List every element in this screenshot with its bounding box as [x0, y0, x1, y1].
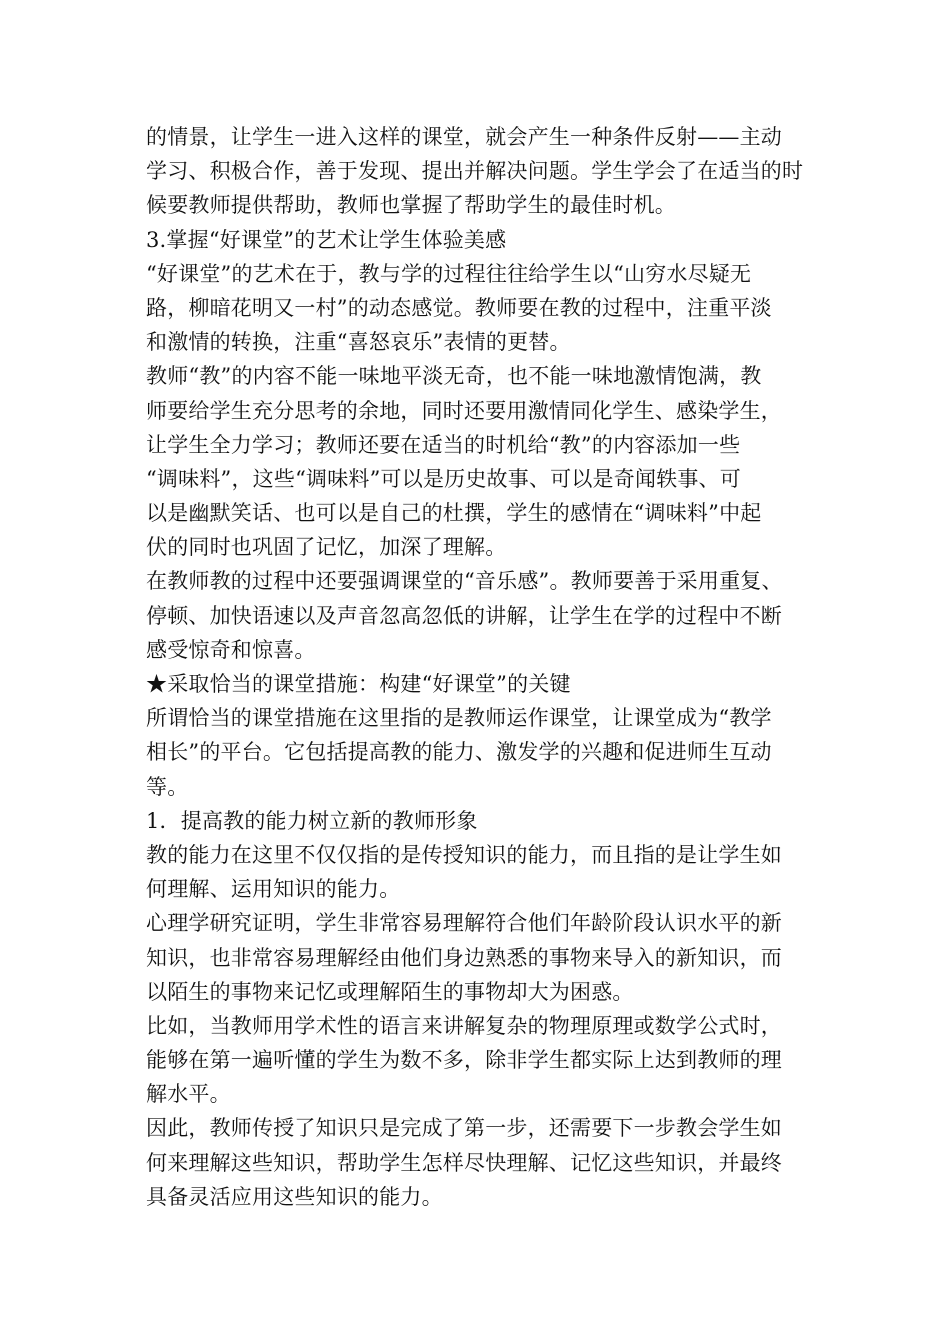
text-line: 等。 [146, 774, 189, 799]
text-line: 的情景，让学生一进入这样的课堂，就会产生一种条件反射——主动 [146, 125, 782, 149]
text-line: “调味料”，这些“调味料”可以是历史故事、可以是奇闻轶事、可 [146, 466, 741, 491]
text-line: 和激情的转换，注重“喜怒哀乐”表情的更替。 [146, 330, 571, 355]
text-line: 路，柳暗花明又一村”的动态感觉。教师要在教的过程中，注重平淡 [146, 295, 772, 320]
section-heading: 1．提高教的能力树立新的教师形象 [146, 808, 478, 833]
text-line: 停顿、加快语速以及声音忽高忽低的讲解，让学生在学的过程中不断 [146, 603, 782, 628]
text-line: 在教师教的过程中还要强调课堂的“音乐感”。教师要善于采用重复、 [146, 569, 783, 594]
text-line: 具备灵活应用这些知识的能力。 [146, 1184, 443, 1209]
text-line: 学习、积极合作，善于发现、提出并解决问题。学生学会了在适当的时 [146, 159, 804, 184]
text-line: 解水平。 [146, 1082, 231, 1107]
text-line: 以陌生的事物来记忆或理解陌生的事物却大为困惑。 [146, 979, 634, 1004]
text-line: 比如，当教师用学术性的语言来讲解复杂的物理原理或数学公式时， [146, 1013, 782, 1038]
text-line: 候要教师提供帮助，教师也掌握了帮助学生的最佳时机。 [146, 193, 676, 218]
text-line: 相长”的平台。它包括提高教的能力、激发学的兴趣和促进师生互动 [146, 740, 772, 765]
text-line: 心理学研究证明，学生非常容易理解符合他们年龄阶段认识水平的新 [146, 911, 782, 936]
text-line: 知识，也非常容易理解经由他们身边熟悉的事物来导入的新知识，而 [146, 945, 782, 970]
text-line: 伏的同时也巩固了记忆，加深了理解。 [146, 535, 507, 560]
text-line: 教的能力在这里不仅仅指的是传授知识的能力，而且指的是让学生如 [146, 842, 782, 867]
text-line: 因此，教师传授了知识只是完成了第一步，还需要下一步教会学生如 [146, 1116, 782, 1141]
text-line: 让学生全力学习；教师还要在适当的时机给“教”的内容添加一些 [146, 432, 741, 457]
text-line: 所谓恰当的课堂措施在这里指的是教师运作课堂，让课堂成为“教学 [146, 706, 772, 731]
text-line: 何理解、运用知识的能力。 [146, 877, 401, 902]
text-line: 能够在第一遍听懂的学生为数不多，除非学生都实际上达到教师的理 [146, 1048, 782, 1073]
section-heading: ★采取恰当的课堂措施：构建“好课堂”的关键 [146, 672, 571, 696]
text-line: 何来理解这些知识，帮助学生怎样尽快理解、记忆这些知识，并最终 [146, 1150, 782, 1175]
text-line: “好课堂”的艺术在于，教与学的过程往往给学生以“山穷水尽疑无 [146, 261, 752, 286]
text-line: 教师“教”的内容不能一味地平淡无奇，也不能一味地激情饱满，教 [146, 364, 762, 389]
document-body [146, 120, 816, 1214]
text-line: 感受惊奇和惊喜。 [146, 637, 316, 662]
text-line: 师要给学生充分思考的余地，同时还要用激情同化学生、感染学生， [146, 398, 782, 423]
text-line: 以是幽默笑话、也可以是自己的杜撰，学生的感情在“调味料”中起 [146, 501, 762, 526]
section-heading: 3.掌握“好课堂”的艺术让学生体验美感 [146, 227, 507, 252]
